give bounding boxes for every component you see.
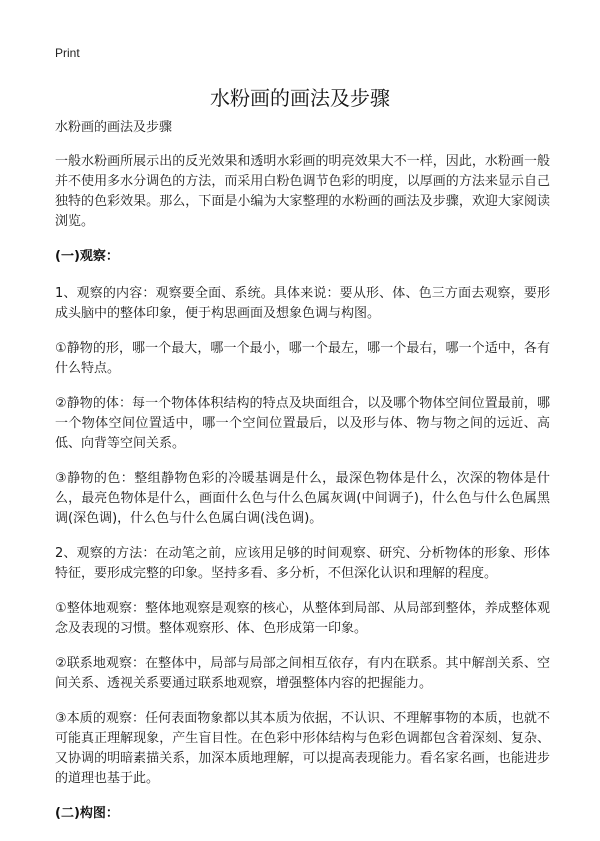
paragraph-essence: ③本质的观察：任何表面物象都以其本质为依据，不认识、不理解事物的本质，也就不可能真正理解现象，产生盲目性。在色彩中形体结构与色彩色调都包含着深刻、复杂、又协调的明暗素描关系，加深本质地理解，可以提高表现能力。看名家名画，也能进步的道理也基于此。	[55, 711, 550, 786]
section-heading-composition: (二)构图：	[55, 806, 119, 821]
paragraph-volume: ②静物的体：每一个物体体积结构的特点及块面组合，以及哪个物体空间位置最前，哪一个物体空间位置适中，哪一个空间位置最后，以及形与体、物与物之间的远近、高低、向背等空间关系。	[55, 396, 550, 451]
paragraph-color: ③静物的色：整组静物色彩的冷暖基调是什么，最深色物体是什么，次深的物体是什么，最亮色物体是什么，画面什么色与什么色属灰调(中间调子)，什么色与什么色属黑调(深色调)，什么色与什么色属白调(浅色调)。	[55, 471, 550, 526]
article-subtitle: 水粉画的画法及步骤	[55, 120, 173, 135]
paragraph-observe-content: 1、观察的内容：观察要全面、系统。具体来说：要从形、体、色三方面去观察，要形成头脑中的整体印象，便于构思画面及想象色调与构图。	[55, 286, 550, 321]
paragraph-observe-method: 2、观察的方法：在动笔之前，应该用足够的时间观察、研究、分析物体的形象、形体特征，要形成完整的印象。坚持多看、多分析，不但深化认识和理解的程度。	[55, 546, 550, 581]
print-link[interactable]: Print	[55, 46, 80, 60]
paragraph-holistic: ①整体地观察：整体地观察是观察的核心，从整体到局部、从局部到整体，养成整体观念及表现的习惯。整体观察形、体、色形成第一印象。	[55, 601, 550, 636]
paragraph-connected: ②联系地观察：在整体中，局部与局部之间相互依存，有内在联系。其中解剖关系、空间关系、透视关系要通过联系地观察，增强整体内容的把握能力。	[55, 656, 550, 691]
intro-paragraph: 一般水粉画所展示出的反光效果和透明水彩画的明亮效果大不一样，因此，水粉画一般并不使用多水分调色的方法，而采用白粉色调节色彩的明度，以厚画的方法来显示自己独特的色彩效果。那么，下面是小编为大家整理的水粉画的画法及步骤，欢迎大家阅读浏览。	[55, 154, 550, 229]
paragraph-shape: ①静物的形，哪一个最大，哪一个最小，哪一个最左，哪一个最右，哪一个适中，各有什么特点。	[55, 341, 550, 376]
page-title: 水粉画的画法及步骤	[210, 86, 390, 110]
article-body	[55, 118, 550, 841]
section-heading-observe: (一)观察：	[55, 249, 119, 264]
